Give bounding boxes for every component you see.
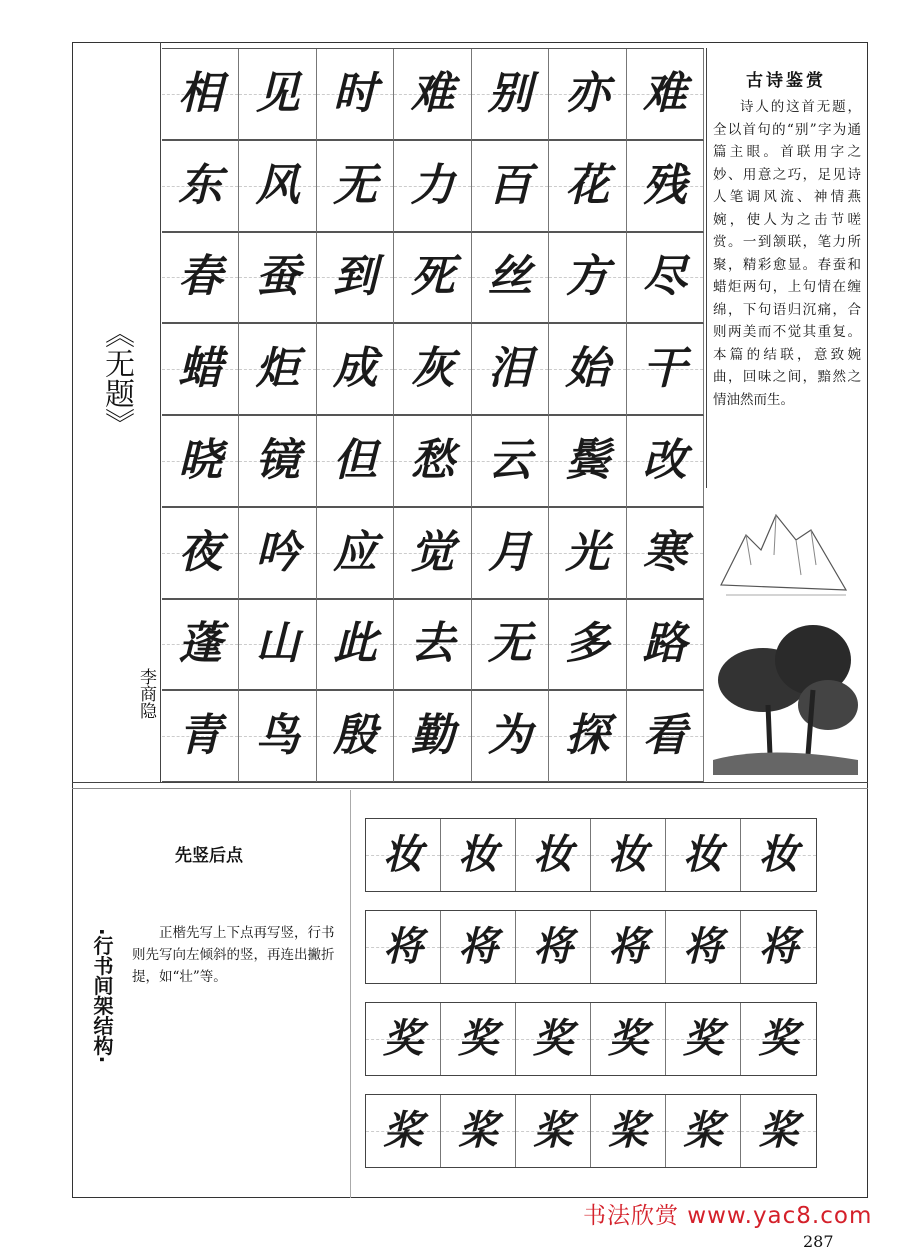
practice-char-cell [591,819,666,891]
poem-char: 应 [333,526,378,578]
poem-char-cell [317,233,394,325]
poem-char-cell [549,324,626,416]
practice-char: 桨 [758,1107,799,1154]
poem-title: 《无题》 [99,318,134,438]
practice-char-cell [666,1095,741,1167]
poem-char: 无 [333,159,378,211]
poem-char-cell [317,49,394,141]
practice-char: 将 [383,923,423,970]
poet-name: 李商隐 [136,668,156,719]
poem-char: 寒 [642,526,687,578]
poem-char-cell [549,49,626,141]
poem-char-cell [627,141,704,233]
practice-char-cell [741,1003,816,1075]
poem-char: 干 [642,343,687,395]
practice-char: 奖 [533,1015,573,1062]
poem-char: 吟 [255,526,300,578]
poem-char-cell [472,324,549,416]
poem-char: 别 [487,67,532,119]
poem-char: 勤 [410,710,455,762]
practice-char: 奖 [608,1015,648,1062]
practice-char-cell [441,1003,516,1075]
poem-char: 灰 [410,343,455,395]
poem-char-cell [317,600,394,692]
poem-char-cell [317,508,394,600]
practice-char: 将 [458,923,498,970]
poem-char-cell [394,233,471,325]
section-label: ·行书间架结构· [90,928,114,1064]
practice-char-cell [666,819,741,891]
poem-char-cell [472,233,549,325]
poem-char-cell [472,600,549,692]
practice-char: 妆 [683,831,723,878]
poem-char: 多 [565,618,610,670]
practice-row [365,910,817,984]
poem-char: 但 [333,434,378,486]
poem-char: 路 [642,618,687,670]
poem-char-cell [472,508,549,600]
poem-char-cell [627,324,704,416]
poem-char-cell [549,600,626,692]
poem-char-cell [162,49,239,141]
poem-char-cell [549,691,626,783]
practice-char-cell [666,911,741,983]
poem-char-cell [394,691,471,783]
poem-char: 无 [487,618,532,670]
practice-char-cell [516,1095,591,1167]
poem-char: 炬 [255,343,300,395]
poem-char: 云 [487,434,532,486]
practice-char: 奖 [383,1015,423,1062]
poem-char-cell [549,141,626,233]
poem-char-cell [549,233,626,325]
practice-char-cell [741,911,816,983]
poem-char-cell [394,508,471,600]
poem-char: 镜 [255,434,300,486]
practice-char: 妆 [608,831,648,878]
practice-row [365,1002,817,1076]
appreciation-panel [706,48,865,488]
practice-char: 奖 [758,1015,799,1062]
poem-char: 殷 [333,710,378,762]
poem-char-cell [549,508,626,600]
poem-char-cell [162,600,239,692]
practice-char-cell [366,1003,441,1075]
poem-char-cell [627,508,704,600]
poem-char: 蜡 [178,343,223,395]
poem-char-cell [239,233,316,325]
practice-row [365,1094,817,1168]
mountain-illustration [716,495,856,610]
poem-char: 方 [565,251,610,303]
poem-char: 山 [255,618,300,670]
poem-char: 月 [487,526,532,578]
practice-char: 妆 [383,831,423,878]
practice-char-cell [591,911,666,983]
poem-char: 亦 [565,67,610,119]
practice-char: 将 [533,923,573,970]
poem-char: 时 [333,67,378,119]
poem-char: 尽 [642,251,687,303]
practice-char-cell [441,911,516,983]
poem-char-cell [394,416,471,508]
practice-char: 桨 [533,1107,573,1154]
poem-char: 难 [410,67,455,119]
poem-char: 鬓 [565,434,610,486]
poem-char: 觉 [410,526,455,578]
poem-char: 力 [410,159,455,211]
section-divider-thin [72,788,868,789]
practice-char-cell [591,1003,666,1075]
practice-char: 妆 [758,831,799,878]
poem-char: 此 [333,618,378,670]
tree-illustration [708,615,863,780]
practice-char: 将 [758,923,799,970]
poem-char: 东 [178,159,223,211]
poem-char: 光 [565,526,610,578]
poem-char-cell [162,233,239,325]
poem-char-cell [239,416,316,508]
page-number: 287 [803,1232,834,1251]
poem-char-cell [239,600,316,692]
poem-char: 泪 [487,343,532,395]
poem-char: 见 [255,67,300,119]
poem-char-cell [239,141,316,233]
poem-char: 为 [487,710,532,762]
poem-char: 晓 [178,434,223,486]
practice-char-cell [591,1095,666,1167]
poem-char-cell [162,508,239,600]
poem-char-cell [162,324,239,416]
lesson-text: 正楷先写上下点再写竖，行书则先写向左倾斜的竖，再连出撇折提，如“壮”等。 [132,925,335,985]
poem-char: 到 [333,251,378,303]
practice-char: 将 [683,923,723,970]
poem-char: 夜 [178,526,223,578]
practice-char: 桨 [458,1107,498,1154]
poem-char-cell [239,691,316,783]
practice-char-cell [366,819,441,891]
lesson-divider [350,790,351,1198]
watermark: 书法欣赏 www.yac8.com [583,1203,873,1229]
practice-char: 奖 [683,1015,723,1062]
poem-char-cell [627,416,704,508]
poem-char-cell [394,600,471,692]
poem-char-cell [317,416,394,508]
poem-char: 蚕 [255,251,300,303]
poem-char-cell [627,600,704,692]
poem-char: 改 [642,434,687,486]
poem-char: 青 [178,710,223,762]
poem-char-cell [472,141,549,233]
poem-char: 愁 [410,434,455,486]
poem-char: 死 [410,251,455,303]
poem-char-cell [317,324,394,416]
practice-char: 将 [608,923,648,970]
poem-char: 蓬 [178,618,223,670]
poem-char-cell [239,49,316,141]
poem-char: 残 [642,159,687,211]
practice-char-cell [441,1095,516,1167]
poem-char-cell [472,49,549,141]
poem-char-cell [394,49,471,141]
poem-char: 风 [255,159,300,211]
poem-char-cell [627,49,704,141]
poem-char: 鸟 [255,710,300,762]
poem-char: 去 [410,618,455,670]
poem-char: 春 [178,251,223,303]
practice-char-cell [366,1095,441,1167]
practice-char: 妆 [533,831,573,878]
practice-char-cell [666,1003,741,1075]
poem-char-cell [472,416,549,508]
poem-char: 看 [642,710,687,762]
practice-char-cell [516,1003,591,1075]
practice-char-cell [366,911,441,983]
practice-char: 妆 [458,831,498,878]
poem-char-cell [317,141,394,233]
lesson-title: 先竖后点 [175,846,243,866]
poem-char-cell [394,324,471,416]
poem-char: 难 [642,67,687,119]
practice-char-cell [441,819,516,891]
practice-char: 桨 [383,1107,423,1154]
poem-char: 相 [178,67,223,119]
poem-char-cell [627,233,704,325]
poem-char-cell [162,141,239,233]
poem-char-cell [317,691,394,783]
poem-char: 始 [565,343,610,395]
appreciation-heading: 古诗鉴赏 [746,71,826,91]
poem-char: 丝 [487,251,532,303]
poem-char-cell [549,416,626,508]
practice-char: 桨 [608,1107,648,1154]
poem-char-cell [162,416,239,508]
poem-char-cell [627,691,704,783]
practice-char: 桨 [683,1107,723,1154]
practice-char-cell [516,819,591,891]
poem-char-cell [472,691,549,783]
practice-char: 奖 [458,1015,498,1062]
poem-char-cell [162,691,239,783]
poem-char-cell [239,508,316,600]
poem-char-cell [394,141,471,233]
section-divider [72,782,868,783]
poem-calligraphy-grid [162,48,704,783]
poem-char-cell [239,324,316,416]
practice-row [365,818,817,892]
appreciation-text: 诗人的这首无题，全以首句的“别”字为通篇主眼。首联用字之妙、用意之巧，足见诗人笔调风流、神情燕婉，使人为之击节嗟赏。一到颔联，笔力所聚，精彩愈显。春蚕和蜡炬两句，上句情在缠绵，下句语归沉痛，合则两美而不觉其重复。本篇的结联，意致婉曲，回味之间，黯然之情油然而生。 [713,99,861,408]
practice-char-cell [516,911,591,983]
practice-char-cell [741,1095,816,1167]
poem-char: 探 [565,710,610,762]
practice-char-cell [741,819,816,891]
poem-char: 成 [333,343,378,395]
poem-char: 百 [487,159,532,211]
poem-char: 花 [565,159,610,211]
